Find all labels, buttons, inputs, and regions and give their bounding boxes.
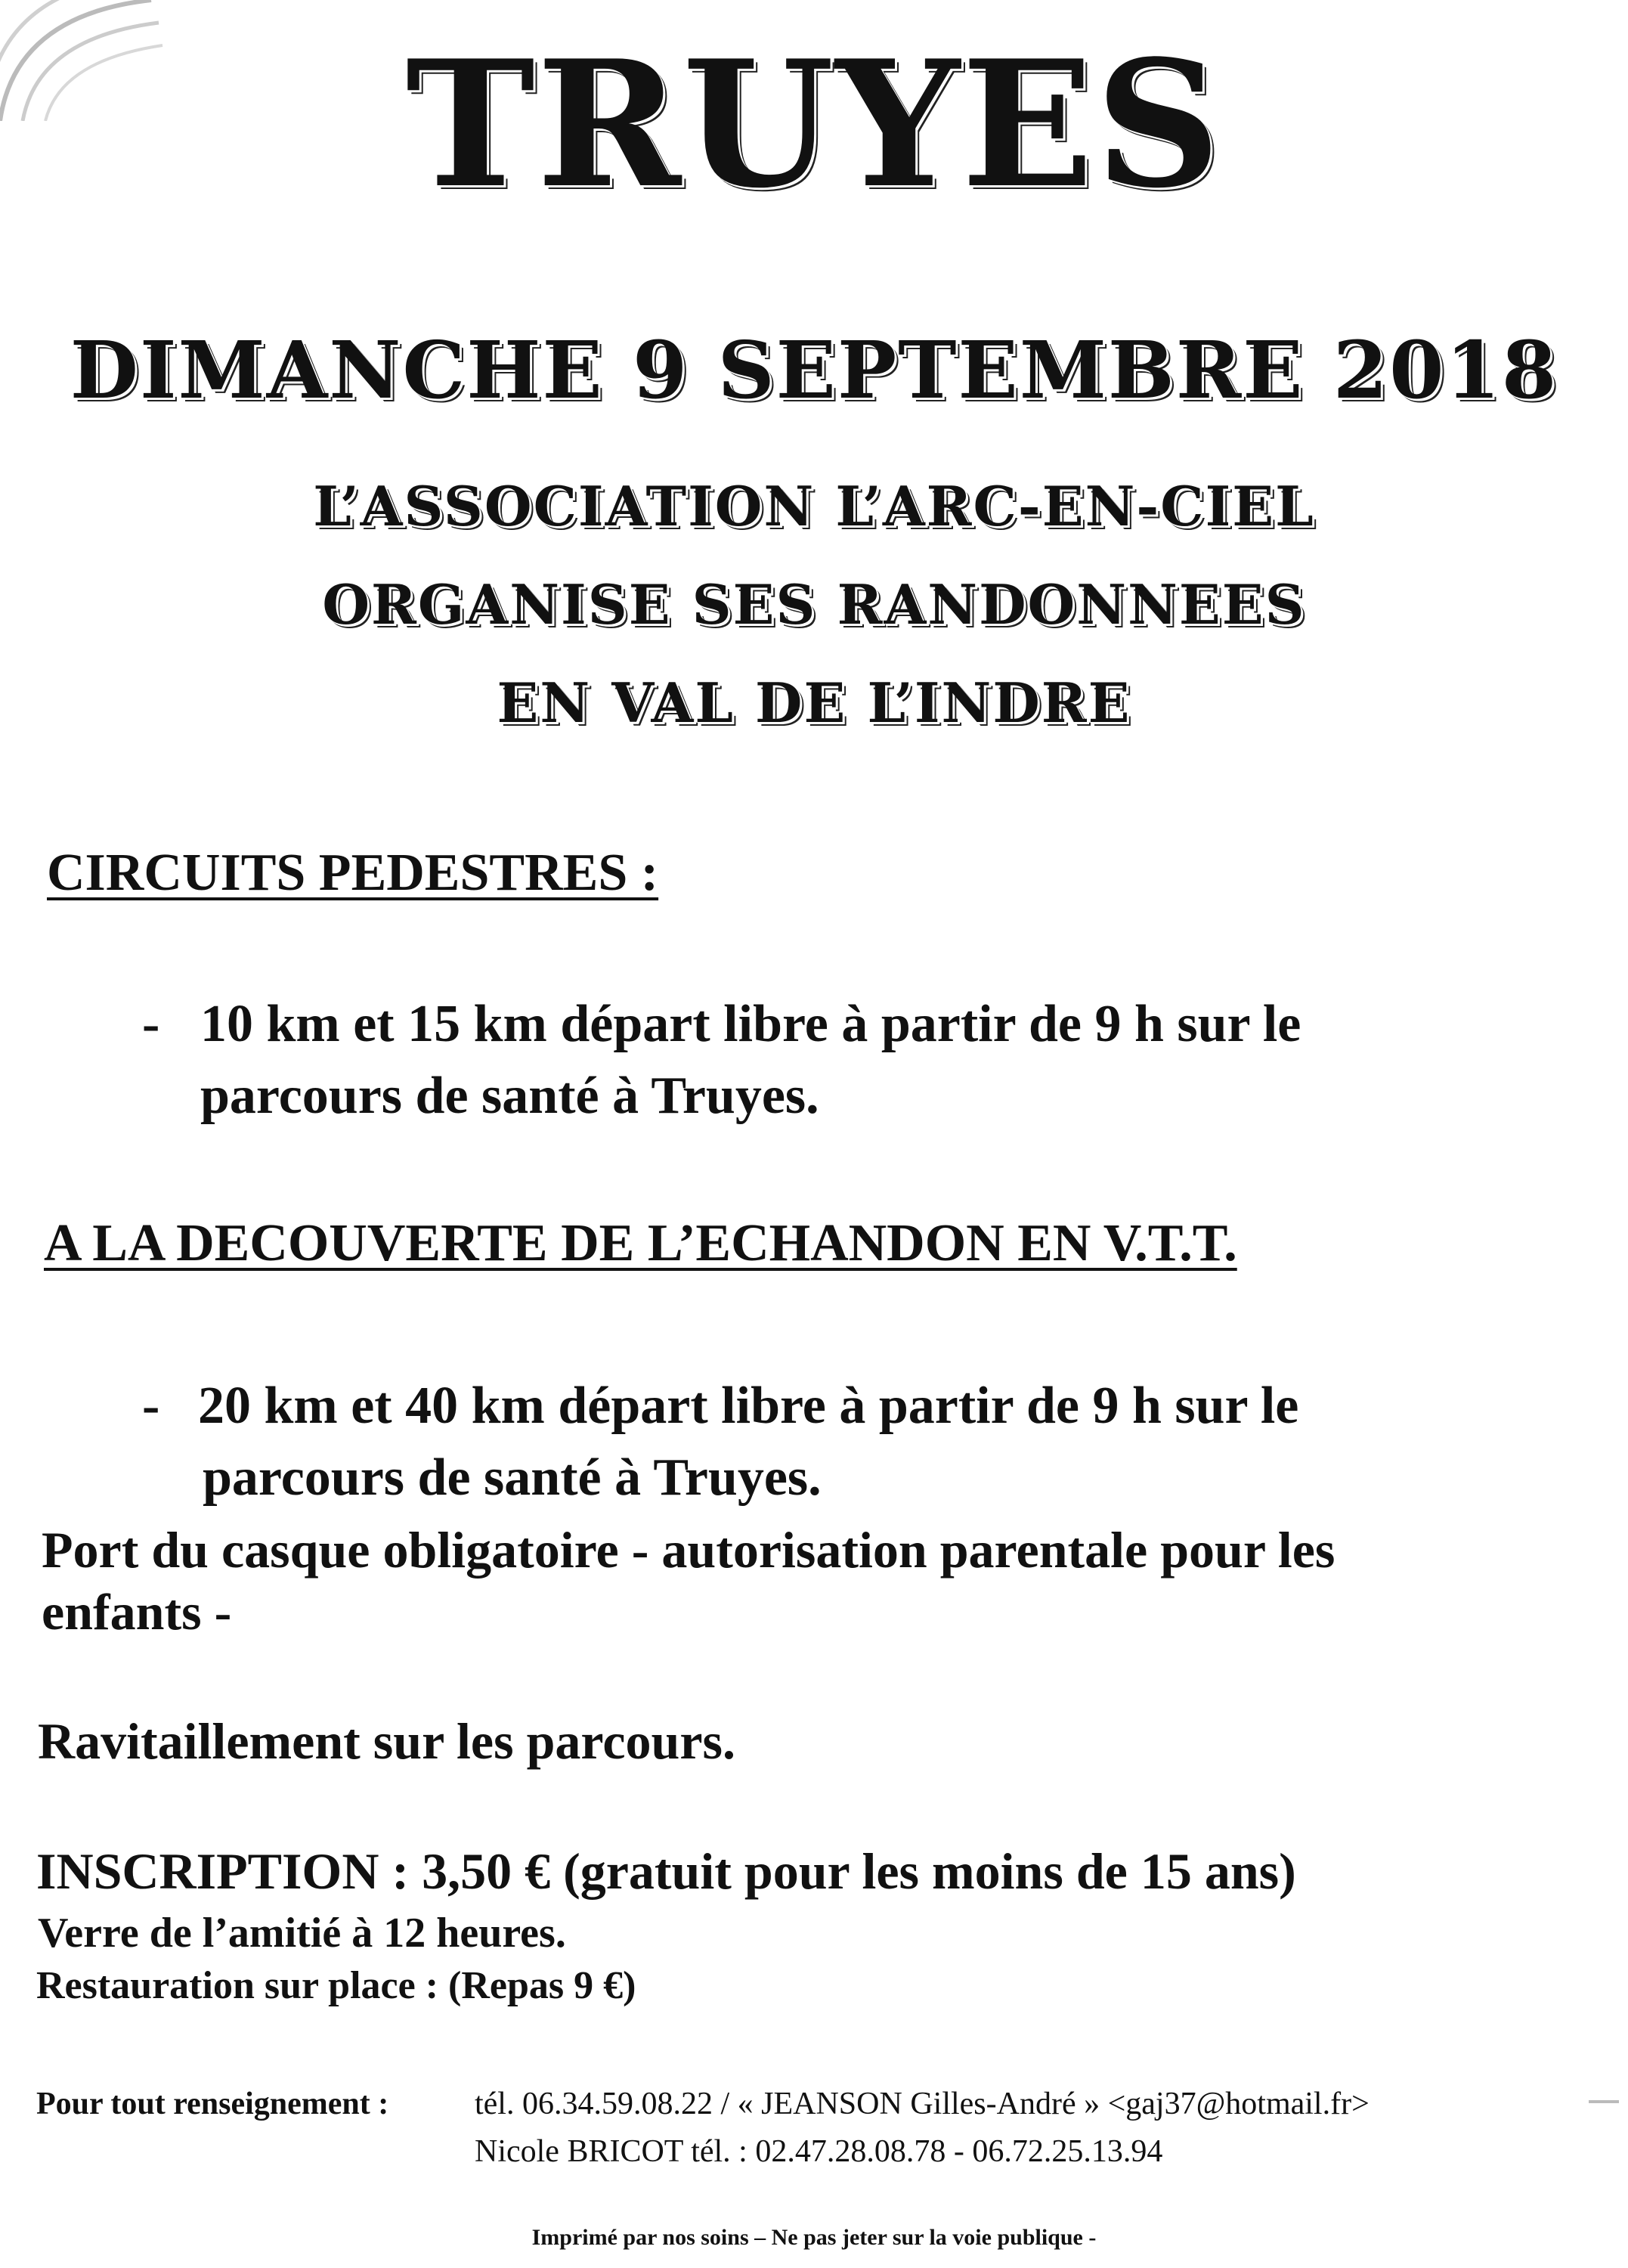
town-title: TRUYES: [405, 23, 1223, 227]
val-indre-line: EN VAL DE L’INDRE: [497, 671, 1131, 735]
contact-line1: tél. 06.34.59.08.22 / « JEANSON Gilles-André » <gaj37@hotmail.fr>: [475, 2087, 1370, 2121]
vtt-line2: parcours de santé à Truyes.: [203, 1448, 822, 1507]
decorative-dash-mark: [1589, 2100, 1619, 2103]
inscription-line: INSCRIPTION : 3,50 € (gratuit pour les moins de 15 ans): [36, 1842, 1296, 1900]
ravitaillement-text: Ravitaillement sur les parcours.: [38, 1712, 735, 1770]
pedestres-line2: parcours de santé à Truyes.: [200, 1067, 819, 1125]
vtt-heading: A LA DECOUVERTE DE L’ECHANDON EN V.T.T.: [44, 1214, 1237, 1272]
pedestres-line1: 10 km et 15 km départ libre à partir de 9 h sur le: [200, 995, 1301, 1053]
vtt-bullet: -: [142, 1377, 160, 1435]
association-line: L’ASSOCIATION L’ARC-EN-CIEL: [313, 474, 1315, 538]
pedestres-bullet: -: [142, 995, 160, 1053]
footer-note: Imprimé par nos soins – Ne pas jeter sur la voie publique -: [531, 2225, 1097, 2250]
verre-line: Verre de l’amitié à 12 heures.: [38, 1910, 566, 1957]
contact-line2: Nicole BRICOT tél. : 02.47.28.08.78 - 06.72.25.13.94: [475, 2134, 1163, 2169]
vtt-line1: 20 km et 40 km départ libre à partir de 9 h sur le: [198, 1377, 1299, 1435]
pedestres-heading: CIRCUITS PEDESTRES :: [47, 844, 659, 902]
organise-line: ORGANISE SES RANDONNEES: [322, 572, 1306, 637]
casque-line2: enfants -: [42, 1583, 232, 1641]
restauration-line: Restauration sur place : (Repas 9 €): [36, 1964, 636, 2007]
casque-line1: Port du casque obligatoire - autorisation parentale pour les: [42, 1521, 1336, 1579]
event-date: DIMANCHE 9 SEPTEMBRE 2018: [70, 324, 1558, 417]
contact-label: Pour tout renseignement :: [36, 2087, 389, 2121]
